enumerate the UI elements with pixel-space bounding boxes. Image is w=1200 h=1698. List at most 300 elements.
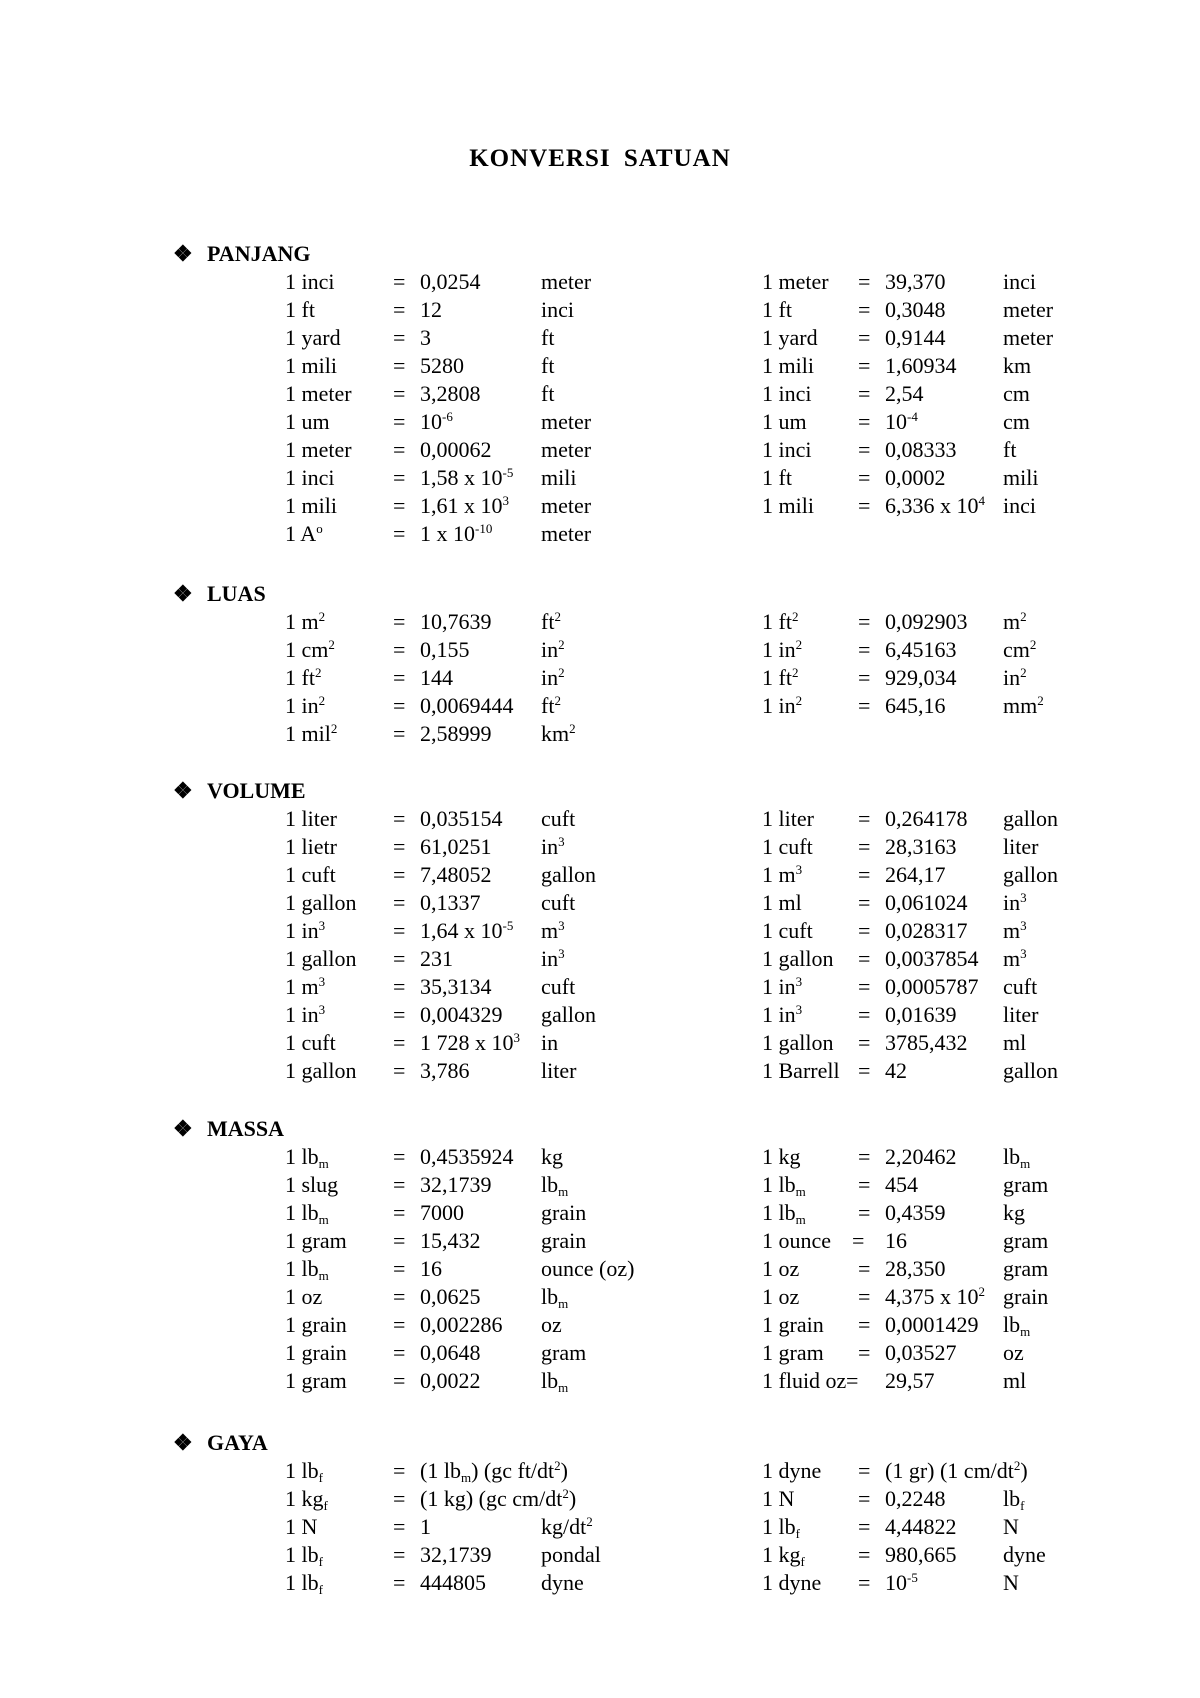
conversion-source: 1 oz xyxy=(285,1284,323,1309)
conversion-unit: N xyxy=(1003,1514,1019,1539)
equals-sign: = xyxy=(393,437,406,462)
section-heading-volume xyxy=(173,777,306,805)
equals-sign: = xyxy=(858,465,871,490)
equals-sign: = xyxy=(858,1200,871,1225)
conversion-source: 1 $lb_f$ xyxy=(285,1458,323,1485)
conversion-source: 1 grain xyxy=(285,1340,347,1365)
diamond-bullet-icon: ❖ xyxy=(173,241,193,266)
equals-sign: = xyxy=(858,1312,871,1337)
conversion-unit: $km^2$ xyxy=(541,721,576,746)
equals-sign: = xyxy=(858,493,871,518)
conversion-value: 980,665 xyxy=(885,1542,957,1567)
equals-sign: = xyxy=(393,1514,406,1539)
equals-sign: = xyxy=(858,665,871,690)
equals-sign: = xyxy=(393,297,406,322)
conversion-source: 1 inci xyxy=(762,437,812,462)
conversion-unit: meter xyxy=(541,521,592,546)
conversion-source: 1 $in^3$ xyxy=(285,1002,326,1027)
equals-sign: = xyxy=(393,1228,406,1253)
equals-sign: = xyxy=(393,1542,406,1567)
equals-sign: = xyxy=(393,1570,406,1595)
conversion-unit: gallon xyxy=(1003,862,1058,887)
equals-sign: = xyxy=(393,693,406,718)
conversion-value: 15,432 xyxy=(420,1228,481,1253)
conversion-unit: meter xyxy=(1003,325,1054,350)
conversion-value: 0,035154 xyxy=(420,806,503,831)
conversion-value: 1 xyxy=(420,1514,431,1539)
conversion-unit: $m^2$ xyxy=(1003,609,1027,634)
equals-sign: = xyxy=(393,1144,406,1169)
equals-sign: = xyxy=(393,946,406,971)
conversion-source: 1 gram xyxy=(285,1228,347,1253)
conversion-source: 1 yard xyxy=(762,325,818,350)
conversion-unit: $lb_m$ xyxy=(541,1172,569,1199)
equals-sign: = xyxy=(393,521,406,546)
equals-sign: = xyxy=(393,409,406,434)
conversion-value: 5280 xyxy=(420,353,464,378)
equals-sign: = xyxy=(393,353,406,378)
conversion-unit: gram xyxy=(1003,1256,1049,1281)
equals-sign: = xyxy=(393,609,406,634)
conversion-unit: inci xyxy=(541,297,574,322)
equals-sign: = xyxy=(858,437,871,462)
equals-sign: = xyxy=(858,353,871,378)
equals-sign: = xyxy=(858,1002,871,1027)
conversion-source: 1 N xyxy=(285,1514,318,1539)
equals-sign: = xyxy=(393,1284,406,1309)
conversion-source: 1 mil$^2$ xyxy=(285,721,338,746)
conversion-source: 1 cuft xyxy=(285,862,336,887)
conversion-unit: ml xyxy=(1003,1368,1027,1393)
conversion-unit: $m^3$ xyxy=(1003,946,1027,971)
equals-sign: = xyxy=(858,890,871,915)
conversion-source: 1 oz xyxy=(762,1256,800,1281)
conversion-source: 1 N xyxy=(762,1486,795,1511)
conversion-source: 1 meter xyxy=(285,381,352,406)
section-title: LUAS xyxy=(207,581,266,606)
conversion-unit: grain xyxy=(1003,1284,1049,1309)
conversion-source: 1 $ft^2$ xyxy=(762,609,799,634)
conversion-source: 1 gram xyxy=(285,1368,347,1393)
equals-sign: = xyxy=(393,493,406,518)
conversion-unit: ml xyxy=(1003,1030,1027,1055)
section-title: MASSA xyxy=(207,1116,285,1141)
conversion-value: 1,64 x $10^{-5}$ xyxy=(420,918,514,943)
conversion-source: 1 $m^2$ xyxy=(285,609,326,634)
equals-sign: = xyxy=(858,297,871,322)
conversion-value: 0,002286 xyxy=(420,1312,503,1337)
conversion-value: 28,350 xyxy=(885,1256,946,1281)
conversion-unit: $mm^2$ xyxy=(1003,693,1044,718)
equals-sign: = xyxy=(393,862,406,887)
conversion-value: 2,54 xyxy=(885,381,924,406)
conversion-source: 1 $lb_m$ xyxy=(285,1200,329,1227)
conversion-unit: $m^3$ xyxy=(1003,918,1027,943)
conversion-source: 1 cuft xyxy=(285,1030,336,1055)
conversion-source: 1 $ft^2$ xyxy=(762,665,799,690)
conversion-unit: $kg/dt^2$ xyxy=(541,1514,593,1539)
equals-sign: = xyxy=(393,1312,406,1337)
conversion-value: 0,092903 xyxy=(885,609,968,634)
conversion-unit: liter xyxy=(1003,834,1039,859)
conversion-value: 0,08333 xyxy=(885,437,957,462)
conversion-value: 0,0648 xyxy=(420,1340,481,1365)
diamond-bullet-icon: ❖ xyxy=(173,778,193,803)
conversion-unit: ft xyxy=(1003,437,1017,462)
conversion-unit: ounce (oz) xyxy=(541,1256,635,1281)
conversion-source: 1 inci xyxy=(285,269,335,294)
conversion-unit: dyne xyxy=(541,1570,584,1595)
conversion-value: 0,264178 xyxy=(885,806,968,831)
conversion-source: 1 slug xyxy=(285,1172,339,1197)
conversion-value: 0,0022 xyxy=(420,1368,481,1393)
conversion-row xyxy=(0,520,592,548)
equals-sign: = xyxy=(393,1058,406,1083)
section-heading-massa xyxy=(173,1115,284,1143)
equals-sign: = xyxy=(858,609,871,634)
conversion-value: 2,20462 xyxy=(885,1144,957,1169)
equals-sign: = xyxy=(393,1200,406,1225)
section-heading-gaya xyxy=(173,1429,268,1457)
conversion-unit: kg xyxy=(1003,1200,1025,1225)
conversion-source: 1 oz xyxy=(762,1284,800,1309)
equals-sign: = xyxy=(858,1570,871,1595)
conversion-unit: cuft xyxy=(1003,974,1038,999)
conversion-source: 1 ft xyxy=(762,297,792,322)
equals-sign: = xyxy=(858,1058,871,1083)
equals-sign: = xyxy=(858,1514,871,1539)
conversion-value: $10^{-4}$ xyxy=(885,409,918,434)
conversion-value: 6,336 x $10^4$ xyxy=(885,493,985,518)
conversion-value: 0,4535924 xyxy=(420,1144,514,1169)
conversion-source: 1 cuft xyxy=(762,918,813,943)
conversion-unit: cuft xyxy=(541,890,576,915)
conversion-source: 1 um xyxy=(762,409,807,434)
conversion-value: 0,0037854 xyxy=(885,946,979,971)
conversion-value: 444805 xyxy=(420,1570,486,1595)
conversion-value: 32,1739 xyxy=(420,1172,492,1197)
conversion-source: 1 gallon xyxy=(285,890,357,915)
conversion-source: 1 gallon xyxy=(762,946,834,971)
conversion-value: 3 xyxy=(420,325,431,350)
equals-sign: = xyxy=(858,1284,871,1309)
conversion-source: 1 $lb_f$ xyxy=(285,1570,323,1597)
conversion-value: 0,0001429 xyxy=(885,1312,979,1337)
conversion-value: 0,061024 xyxy=(885,890,968,915)
conversion-source: 1 inci xyxy=(762,381,812,406)
conversion-source: 1 gallon xyxy=(285,946,357,971)
conversion-unit: $lb_f$ xyxy=(1003,1486,1025,1513)
conversion-source: 1 inci xyxy=(285,465,335,490)
conversion-source: 1 grain xyxy=(762,1312,824,1337)
conversion-unit: meter xyxy=(1003,297,1054,322)
conversion-source: 1 meter xyxy=(762,269,829,294)
conversion-unit: cuft xyxy=(541,806,576,831)
conversion-unit: $m^3$ xyxy=(541,918,565,943)
conversion-source: 1 fluid oz xyxy=(762,1368,847,1393)
equals-sign: = xyxy=(858,1458,871,1483)
conversion-value: 0,2248 xyxy=(885,1486,946,1511)
equals-sign: = xyxy=(393,806,406,831)
conversion-source: 1 ounce xyxy=(762,1228,832,1253)
conversion-source: 1 $in^3$ xyxy=(285,918,326,943)
conversion-source: 1 Barrell xyxy=(762,1058,840,1083)
conversion-source: 1 liter xyxy=(762,806,814,831)
conversion-unit: $in^2$ xyxy=(1003,665,1027,690)
conversion-value: 12 xyxy=(420,297,442,322)
equals-sign: = xyxy=(852,1228,865,1253)
conversion-unit: $in^3$ xyxy=(541,946,565,971)
diamond-bullet-icon: ❖ xyxy=(173,1430,193,1455)
equals-sign: = xyxy=(858,381,871,406)
conversion-unit: oz xyxy=(541,1312,562,1337)
equals-sign: = xyxy=(858,1542,871,1567)
conversion-value: 0,1337 xyxy=(420,890,481,915)
conversion-source: 1 liter xyxy=(285,806,337,831)
conversion-value: 4,44822 xyxy=(885,1514,957,1539)
conversion-source: 1 $in^2$ xyxy=(285,693,326,718)
conversion-value: 2,58999 xyxy=(420,721,492,746)
conversion-source: 1 ft xyxy=(285,297,315,322)
equals-sign: = xyxy=(393,325,406,350)
conversion-source: 1 $in^2$ xyxy=(762,637,803,662)
conversion-value: 454 xyxy=(885,1172,918,1197)
conversion-value: 0,0069444 xyxy=(420,693,514,718)
conversion-unit: N xyxy=(1003,1570,1019,1595)
conversion-value: 0,4359 xyxy=(885,1200,946,1225)
conversion-source: 1 ft xyxy=(762,465,792,490)
conversion-value: 7,48052 xyxy=(420,862,492,887)
conversion-unit: gallon xyxy=(1003,806,1058,831)
conversion-unit: meter xyxy=(541,437,592,462)
conversion-unit: cm xyxy=(1003,409,1030,434)
conversion-unit: meter xyxy=(541,269,592,294)
conversion-value: 16 xyxy=(885,1228,907,1253)
conversion-value: 3785,432 xyxy=(885,1030,968,1055)
conversion-unit: cuft xyxy=(541,974,576,999)
conversion-unit: liter xyxy=(541,1058,577,1083)
conversion-unit: in xyxy=(541,1030,559,1055)
conversion-value: $10^{-6}$ xyxy=(420,409,453,434)
conversion-source: 1 cuft xyxy=(762,834,813,859)
equals-sign: = xyxy=(858,325,871,350)
equals-sign: = xyxy=(858,637,871,662)
conversion-value: 29,57 xyxy=(885,1368,935,1393)
conversion-value: 1,61 x $10^3$ xyxy=(420,493,509,518)
equals-sign: = xyxy=(858,806,871,831)
equals-sign: = xyxy=(858,918,871,943)
conversion-value: 32,1739 xyxy=(420,1542,492,1567)
equals-sign: = xyxy=(393,1458,406,1483)
equals-sign: = xyxy=(858,862,871,887)
conversion-unit: kg xyxy=(541,1144,563,1169)
conversion-value: 28,3163 xyxy=(885,834,957,859)
conversion-unit: mili xyxy=(541,465,577,490)
conversion-value: 231 xyxy=(420,946,453,971)
equals-sign: = xyxy=(858,974,871,999)
conversion-value: 0,028317 xyxy=(885,918,968,943)
conversion-source: 1 $m^3$ xyxy=(762,862,803,887)
equals-sign: = xyxy=(858,1256,871,1281)
conversion-row xyxy=(0,720,576,748)
conversion-source: 1 $lb_f$ xyxy=(285,1542,323,1569)
conversion-source: 1 $kg_f$ xyxy=(762,1542,805,1569)
conversion-value: 0,0005787 xyxy=(885,974,979,999)
equals-sign: = xyxy=(393,1340,406,1365)
equals-sign: = xyxy=(858,1340,871,1365)
page-title: KONVERSI SATUAN xyxy=(469,145,731,172)
conversion-value: 4,375 x $10^2$ xyxy=(885,1284,985,1309)
conversion-value: 61,0251 xyxy=(420,834,492,859)
conversion-unit: meter xyxy=(541,493,592,518)
conversion-value: 0,01639 xyxy=(885,1002,957,1027)
conversion-unit: cm xyxy=(1003,381,1030,406)
conversion-value: 0,03527 xyxy=(885,1340,957,1365)
equals-sign: = xyxy=(858,269,871,294)
conversion-unit: gallon xyxy=(541,1002,596,1027)
conversion-value: 0,00062 xyxy=(420,437,492,462)
conversion-unit: ft xyxy=(541,353,555,378)
equals-sign: = xyxy=(858,834,871,859)
conversion-source: 1 $lb_m$ xyxy=(762,1172,806,1199)
conversion-unit: $in^2$ xyxy=(541,665,565,690)
section-heading-panjang xyxy=(173,240,310,268)
conversion-unit: ft xyxy=(541,325,555,350)
conversion-unit: $lb_m$ xyxy=(541,1368,569,1395)
conversion-unit: gallon xyxy=(1003,1058,1058,1083)
section-heading-luas xyxy=(173,580,266,608)
conversion-unit: $cm^2$ xyxy=(1003,637,1037,662)
conversion-value: 1,58 x $10^{-5}$ xyxy=(420,465,514,490)
conversion-source: 1 dyne xyxy=(762,1570,822,1595)
equals-sign: = xyxy=(393,381,406,406)
conversion-value: 144 xyxy=(420,665,453,690)
equals-sign: = xyxy=(393,834,406,859)
conversion-source: 1 $lb_m$ xyxy=(285,1144,329,1171)
equals-sign: = xyxy=(393,465,406,490)
conversion-unit: $ft^2$ xyxy=(541,693,561,718)
conversion-unit: gram xyxy=(1003,1172,1049,1197)
conversion-unit: $ft^2$ xyxy=(541,609,561,634)
equals-sign: = xyxy=(846,1368,859,1393)
equals-sign: = xyxy=(393,918,406,943)
conversion-unit: grain xyxy=(541,1228,587,1253)
conversion-value: 16 xyxy=(420,1256,442,1281)
conversion-source: 1 dyne xyxy=(762,1458,822,1483)
conversion-source: 1 $lb_m$ xyxy=(285,1256,329,1283)
equals-sign: = xyxy=(393,269,406,294)
conversion-unit: gram xyxy=(1003,1228,1049,1253)
conversion-value: 35,3134 xyxy=(420,974,492,999)
section-title: PANJANG xyxy=(207,241,311,266)
conversion-source: 1 gallon xyxy=(762,1030,834,1055)
conversion-source: 1 mili xyxy=(285,353,337,378)
conversion-source: 1 grain xyxy=(285,1312,347,1337)
conversion-value: 0,0002 xyxy=(885,465,946,490)
conversion-value: 0,9144 xyxy=(885,325,946,350)
conversion-source: 1 mili xyxy=(762,353,814,378)
conversion-source: 1 $lb_m$ xyxy=(762,1200,806,1227)
equals-sign: = xyxy=(858,693,871,718)
conversion-value: (1 $lb_m$) (gc $ft/dt^2$) xyxy=(420,1458,568,1485)
conversion-value: 0,3048 xyxy=(885,297,946,322)
conversion-unit: gram xyxy=(541,1340,587,1365)
conversion-unit: dyne xyxy=(1003,1542,1046,1567)
conversion-source: 1 $kg_f$ xyxy=(285,1486,328,1513)
conversion-unit: liter xyxy=(1003,1002,1039,1027)
conversion-unit: $lb_m$ xyxy=(541,1284,569,1311)
conversion-source: 1 $lb_f$ xyxy=(762,1514,800,1541)
equals-sign: = xyxy=(858,1144,871,1169)
equals-sign: = xyxy=(393,1172,406,1197)
equals-sign: = xyxy=(858,1172,871,1197)
conversion-value: 1 x $10^{-10}$ xyxy=(420,521,493,546)
conversion-source: 1 um xyxy=(285,409,330,434)
conversion-source: 1 $in^2$ xyxy=(762,693,803,718)
conversion-source: 1 gallon xyxy=(285,1058,357,1083)
equals-sign: = xyxy=(393,1002,406,1027)
conversion-value: 10,7639 xyxy=(420,609,492,634)
conversion-source: 1 $A^o$ xyxy=(285,521,323,546)
conversion-source: 1 ml xyxy=(762,890,802,915)
conversion-source: 1 gram xyxy=(762,1340,824,1365)
conversion-source: 1 mili xyxy=(285,493,337,518)
equals-sign: = xyxy=(393,974,406,999)
conversion-source: 1 meter xyxy=(285,437,352,462)
equals-sign: = xyxy=(858,946,871,971)
conversion-value: 6,45163 xyxy=(885,637,957,662)
equals-sign: = xyxy=(393,890,406,915)
conversion-value: (1 gr) (1 $cm/dt^2$) xyxy=(885,1458,1028,1483)
conversion-value: 39,370 xyxy=(885,269,946,294)
conversion-unit: inci xyxy=(1003,493,1036,518)
conversion-unit: gallon xyxy=(541,862,596,887)
conversion-source: 1 $m^3$ xyxy=(285,974,326,999)
conversion-source: 1 $ft^2$ xyxy=(285,665,322,690)
conversion-unit: ft xyxy=(541,381,555,406)
conversion-unit: inci xyxy=(1003,269,1036,294)
conversion-value: 0,004329 xyxy=(420,1002,503,1027)
section-title: GAYA xyxy=(207,1430,268,1455)
conversion-value: $10^{-5}$ xyxy=(885,1570,918,1595)
conversion-value: 7000 xyxy=(420,1200,464,1225)
conversion-value: 929,034 xyxy=(885,665,957,690)
section-title: VOLUME xyxy=(207,778,306,803)
equals-sign: = xyxy=(858,409,871,434)
conversion-unit: $in^3$ xyxy=(541,834,565,859)
diamond-bullet-icon: ❖ xyxy=(173,581,193,606)
equals-sign: = xyxy=(393,721,406,746)
equals-sign: = xyxy=(393,637,406,662)
conversion-value: 645,16 xyxy=(885,693,946,718)
conversion-unit: $lb_m$ xyxy=(1003,1312,1031,1339)
conversion-value: 1 728 x $10^3$ xyxy=(420,1030,520,1055)
equals-sign: = xyxy=(393,1256,406,1281)
conversion-source: 1 $in^3$ xyxy=(762,1002,803,1027)
conversion-source: 1 yard xyxy=(285,325,341,350)
conversion-source: 1 $cm^2$ xyxy=(285,637,335,662)
conversion-unit: grain xyxy=(541,1200,587,1225)
conversion-value: 42 xyxy=(885,1058,907,1083)
conversion-value: 0,0625 xyxy=(420,1284,481,1309)
conversion-unit: oz xyxy=(1003,1340,1024,1365)
equals-sign: = xyxy=(858,1030,871,1055)
equals-sign: = xyxy=(393,1486,406,1511)
conversion-value: 1,60934 xyxy=(885,353,957,378)
diamond-bullet-icon: ❖ xyxy=(173,1116,193,1141)
conversion-value: 3,786 xyxy=(420,1058,470,1083)
equals-sign: = xyxy=(393,1368,406,1393)
